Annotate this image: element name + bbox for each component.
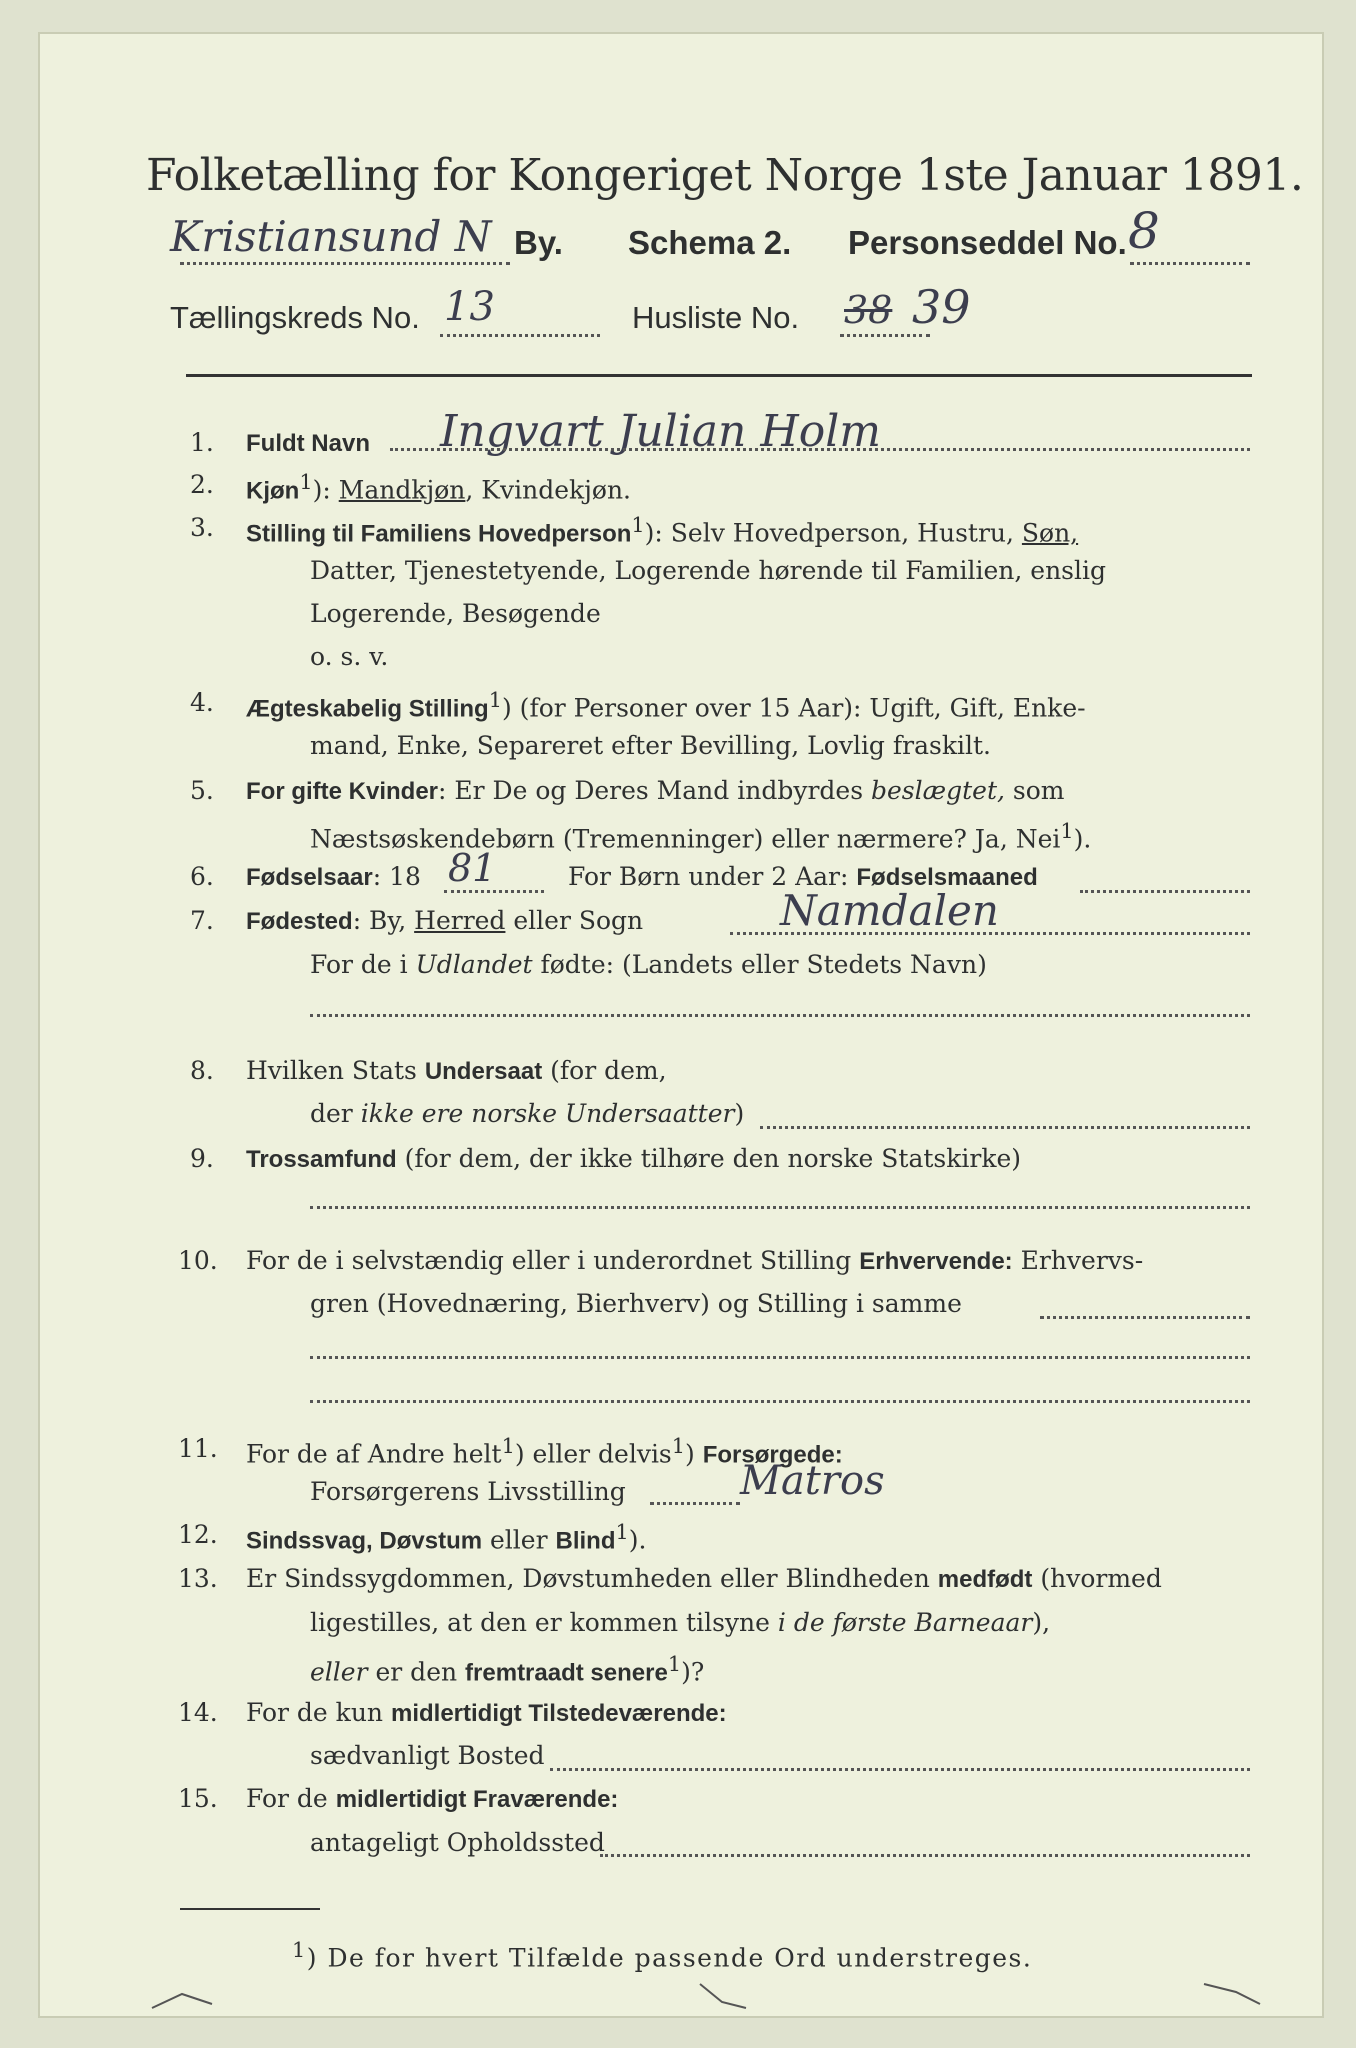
footnote-text: ) De for hvert Tilfælde passende Ord understreges. — [306, 1943, 1033, 1973]
q12-line1 — [246, 1520, 646, 1555]
q7-line2-b: fødte: (Landets eller Stedets Navn) — [532, 950, 987, 979]
q4-line2: mand, Enke, Separeret efter Bevilling, Lovlig fraskilt. — [310, 731, 991, 760]
q3-sup: 1 — [631, 513, 645, 537]
q14-line1-a: For de kun — [246, 1698, 391, 1727]
q15-line1-b: midlertidigt Fraværende: — [335, 1786, 619, 1813]
q1-dotted-line — [390, 448, 1250, 451]
q13-line2-italic: i de første Barneaar — [777, 1608, 1033, 1637]
q3-number: 3. — [190, 513, 214, 542]
q7-answer: Namdalen — [780, 886, 999, 935]
footnote — [292, 1938, 1032, 1972]
q13-line2 — [310, 1608, 1050, 1637]
q6-year-dotted-line — [444, 890, 544, 893]
q10-dotted-line-2 — [310, 1356, 1250, 1359]
kreds-value: 13 — [444, 284, 495, 330]
q8-line2-b: ) — [734, 1099, 745, 1128]
q2-option-kvindekjon: Kvindekjøn. — [481, 475, 631, 505]
q9-line1 — [246, 1144, 1021, 1174]
q5-sup: 1 — [1060, 819, 1074, 843]
q6-prefix: : 18 — [372, 862, 421, 891]
q2-sup: 1 — [299, 470, 313, 494]
q4-sup: 1 — [488, 688, 502, 712]
q2-text — [246, 470, 631, 505]
q10-erhvervende: Erhvervende: — [859, 1248, 1013, 1275]
q12-label: Sindssvag, Døvstum — [246, 1527, 483, 1555]
q15-line1 — [246, 1784, 618, 1814]
q7-herred: Herred — [414, 906, 506, 935]
q2-option-mandkjon: Mandkjøn — [338, 475, 466, 505]
q7-dotted-line — [730, 932, 1250, 935]
q7-prefix: : By, — [352, 906, 415, 935]
q11-line1-c: ) — [685, 1439, 703, 1469]
q5-number: 5. — [190, 776, 214, 805]
q12-sup: 1 — [615, 1520, 629, 1544]
q7-number: 7. — [190, 906, 214, 935]
q5-label-b: gifte Kvinder — [291, 778, 439, 805]
q13-line2-a: ligestilles, at den er kommen tilsyne — [310, 1608, 778, 1637]
q3-line3: Logerende, Besøgende — [310, 599, 601, 628]
q5-som: som — [1004, 776, 1065, 805]
q12-mid: eller — [482, 1525, 556, 1555]
fold-mark-left — [148, 1980, 218, 2020]
husliste-dotted-line — [840, 334, 930, 337]
q13-line3-a: er den — [367, 1657, 466, 1687]
q7-line2-a: For de i — [310, 950, 416, 979]
q13-line2-b: ), — [1032, 1608, 1051, 1637]
q3-line1 — [246, 513, 1078, 548]
census-form-sheet — [38, 32, 1324, 2018]
q5-label-a: For — [246, 778, 292, 805]
q11-line2: Forsørgerens Livsstilling — [310, 1477, 626, 1506]
q12-blind: Blind — [555, 1527, 616, 1555]
q7-line3-dotted — [310, 1014, 1250, 1017]
q14-line2: sædvanligt Bosted — [310, 1741, 545, 1770]
q3-option-son: Søn, — [1021, 518, 1079, 548]
q13-sup: 1 — [667, 1652, 682, 1676]
q1-number: 1. — [190, 428, 214, 457]
q6-answer: 81 — [448, 846, 497, 890]
q4-line1 — [246, 688, 1086, 723]
q7-label: Fødested — [246, 908, 353, 935]
q9-rest: (for dem, der ikke tilhøre den norske Statskirke) — [396, 1144, 1022, 1173]
footnote-sup: 1 — [292, 1938, 307, 1962]
q13-eller: eller — [310, 1657, 368, 1687]
q12-number: 12. — [178, 1520, 218, 1549]
q15-dotted-line — [600, 1854, 1250, 1857]
q2-colon: ): — [312, 475, 339, 505]
q5-text: : Er De og Deres Mand indbyrdes — [438, 776, 871, 805]
q11-number: 11. — [178, 1434, 218, 1463]
q13-line1-a: Er Sindssygdommen, Døvstumheden eller Blindheden — [246, 1564, 938, 1593]
q6-label: Fødselsaar — [246, 864, 373, 891]
husliste-value: 39 — [912, 280, 971, 334]
q9-number: 9. — [190, 1144, 214, 1173]
footnote-rule — [180, 1908, 320, 1910]
q8-line1-a: Hvilken Stats — [246, 1056, 425, 1085]
q6-line1 — [246, 862, 421, 892]
q5-beslaegtet: beslægtet, — [871, 776, 1005, 805]
q7-udlandet: Udlandet — [415, 950, 533, 979]
q14-number: 14. — [178, 1698, 218, 1727]
q13-line1-b: (hvormed — [1032, 1564, 1162, 1593]
q11-sup-b: 1 — [671, 1434, 686, 1458]
q4-label: Ægteskabelig Stilling — [246, 695, 489, 723]
q15-line1-a: For de — [246, 1784, 336, 1813]
q8-line2 — [310, 1099, 744, 1128]
q8-line1-b: (for dem, — [542, 1056, 667, 1085]
q3-line2: Datter, Tjenestetyende, Logerende hørende til Familien, enslig — [310, 556, 1107, 585]
kreds-dotted-line — [440, 334, 600, 337]
q7-rest: eller Sogn — [505, 906, 644, 935]
q6-number: 6. — [190, 862, 214, 891]
q10-line1 — [246, 1246, 1143, 1276]
q15-line2: antageligt Opholdssted — [310, 1828, 605, 1857]
q11-line1-a: For de af Andre helt — [246, 1439, 502, 1469]
q10-dotted-line-1 — [1040, 1316, 1250, 1319]
q10-number: 10. — [178, 1246, 218, 1275]
q12-end: ). — [628, 1525, 647, 1555]
q3-label: Stilling til Familiens Hovedperson — [246, 520, 632, 548]
q14-dotted-line — [550, 1768, 1250, 1771]
q7-line1 — [246, 906, 643, 936]
q2-number: 2. — [190, 470, 214, 499]
q4-options: ) (for Personer over 15 Aar): Ugift, Gift, Enke- — [501, 693, 1086, 723]
q10-line1-a: For de i selvstændig eller i underordnet Stilling — [246, 1246, 860, 1275]
q10-dotted-line-3 — [310, 1400, 1250, 1403]
q7-line2 — [310, 950, 987, 979]
husliste-value-struck: 38 — [844, 288, 893, 332]
q3-line4: o. s. v. — [310, 642, 389, 671]
q8-line2-a: der — [310, 1099, 361, 1128]
q11-sup-a: 1 — [501, 1434, 515, 1458]
q14-line1 — [246, 1698, 727, 1728]
q3-options: ): Selv Hovedperson, Hustru, — [644, 518, 1022, 548]
personseddel-dotted-line — [1130, 262, 1250, 265]
q6-fodselsmaaned: Fødselsmaaned — [856, 864, 1038, 891]
q1-answer: Ingvart Julian Holm — [440, 406, 882, 457]
city-handwritten: Kristiansund N — [170, 212, 492, 261]
q5-line2-text: Næstsøskendebørn (Tremenninger) eller nærmere? Ja, Nei — [310, 824, 1061, 854]
city-dotted-line — [180, 262, 510, 265]
q13-fremtraadt: fremtraadt senere — [465, 1659, 668, 1687]
q5-end: ). — [1073, 824, 1092, 854]
q8-undersaat: Undersaat — [424, 1058, 543, 1085]
fold-mark-center — [692, 1972, 752, 2022]
q11-line1-b: ) eller delvis — [514, 1439, 672, 1469]
q15-number: 15. — [178, 1784, 218, 1813]
q6-month-dotted-line — [1080, 890, 1250, 893]
q2-label: Kjøn — [246, 477, 300, 505]
q9-dotted-line — [310, 1206, 1250, 1209]
schema-label: Schema 2. — [628, 224, 792, 261]
header-rule — [186, 374, 1252, 377]
personseddel-label: Personseddel No. — [848, 224, 1127, 261]
q2-sep: , — [465, 475, 482, 505]
q5-line1 — [246, 776, 1065, 806]
q8-dotted-line — [760, 1126, 1250, 1129]
q5-line2 — [310, 819, 1091, 853]
q8-line2-italic: ikke ere norske Undersaatter — [360, 1099, 735, 1128]
husliste-label: Husliste No. — [632, 300, 800, 335]
q10-line2: gren (Hovednæring, Bierhverv) og Stilling i samme — [310, 1289, 962, 1318]
q11-dotted-line — [650, 1502, 740, 1505]
fold-mark-right — [1200, 1974, 1270, 2014]
q1-label: Fuldt Navn — [246, 430, 370, 457]
form-title: Folketælling for Kongeriget Norge 1ste Januar 1891. — [146, 150, 1304, 201]
by-label: By. — [514, 224, 563, 261]
q8-line1 — [246, 1056, 667, 1086]
q9-label: Trossamfund — [246, 1146, 397, 1173]
kreds-label: Tællingskreds No. — [170, 300, 420, 335]
q14-line1-b: midlertidigt Tilstedeværende: — [390, 1700, 727, 1727]
q13-line1 — [246, 1564, 1162, 1594]
q13-medfodt: medfødt — [937, 1566, 1033, 1593]
q13-number: 13. — [178, 1564, 218, 1593]
q6-rest-text: For Børn under 2 Aar: — [568, 862, 857, 891]
q11-forsorgede: Forsørgede: — [702, 1441, 843, 1469]
q13-line3 — [310, 1652, 704, 1687]
personseddel-value: 8 — [1128, 202, 1160, 260]
q11-answer: Matros — [740, 1458, 885, 1504]
q13-line3-b: )? — [681, 1657, 705, 1687]
q8-number: 8. — [190, 1056, 214, 1085]
q10-line1-b: Erhvervs- — [1012, 1246, 1144, 1275]
q4-number: 4. — [190, 688, 214, 717]
